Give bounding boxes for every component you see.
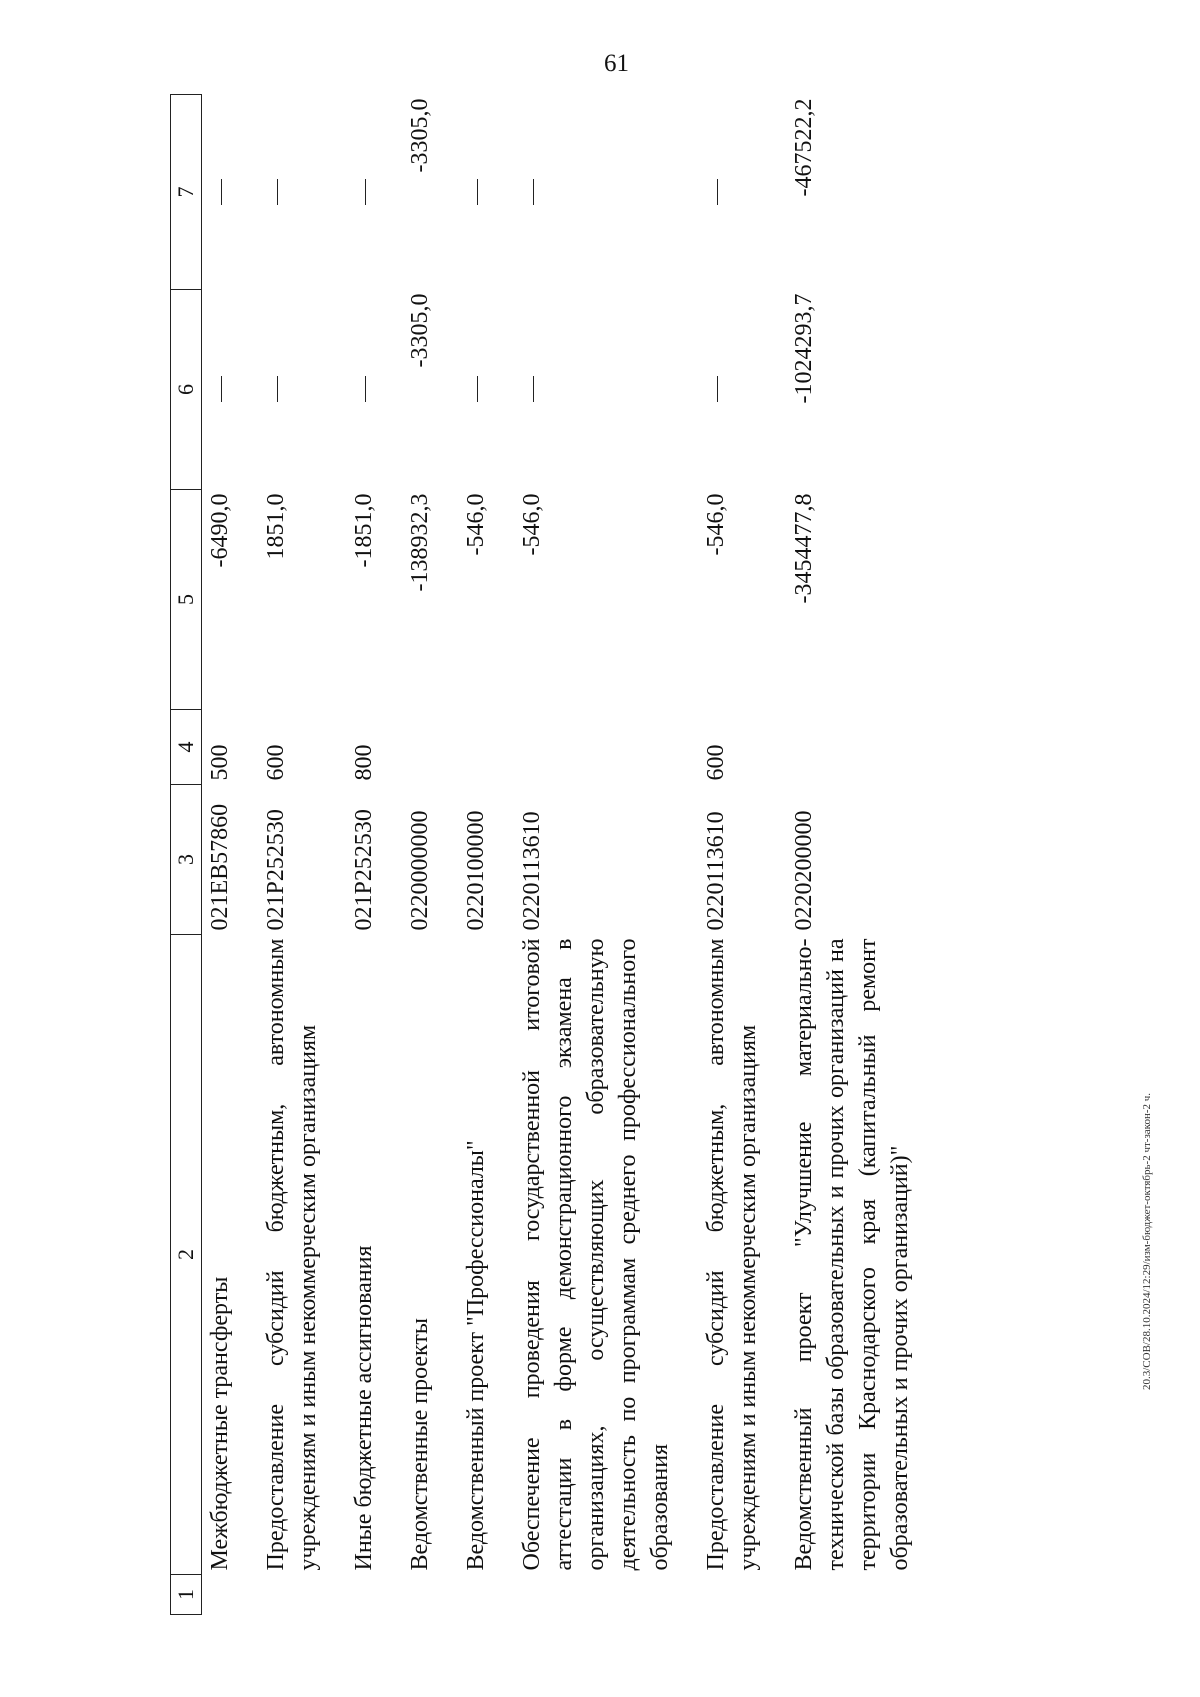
row-col-1-cell <box>458 1575 514 1615</box>
dash-mark <box>221 179 222 205</box>
row-col6-cell: -1024293,7 <box>791 293 817 404</box>
row-col7-cell <box>514 95 698 290</box>
row-type-cell <box>514 710 698 785</box>
row-type-cell: 500 <box>207 744 233 781</box>
dash-mark <box>533 179 534 205</box>
dash-mark <box>277 179 278 205</box>
table-row <box>458 95 514 1615</box>
row-col7-cell <box>346 95 402 290</box>
dash-mark <box>717 179 718 205</box>
row-col-1-cell <box>346 1575 402 1615</box>
row-col5-cell: -138932,3 <box>407 493 433 592</box>
header-col-2: 2 <box>171 935 202 1575</box>
budget-table <box>170 94 938 1615</box>
footer-file-code: 20.3/СОВ/28.10.2024/12:29/изм-бюджет-октябрь-2 чт-закон-2 ч. <box>1141 1092 1153 1390</box>
row-code-cell: 0220113610 <box>703 811 729 931</box>
row-col6-cell <box>346 290 402 490</box>
row-col-1-cell <box>202 1575 259 1615</box>
dash-mark <box>221 377 222 403</box>
row-code-cell: 021Р252530 <box>351 809 377 931</box>
row-col6-cell <box>698 290 786 490</box>
row-col6-cell <box>202 290 259 490</box>
header-col-3: 3 <box>171 785 202 935</box>
row-col6-cell <box>258 290 346 490</box>
row-col-1-cell <box>402 1575 458 1615</box>
table-header-row <box>171 95 202 1615</box>
header-col-5: 5 <box>171 490 202 710</box>
row-col5-cell: -1851,0 <box>351 493 377 568</box>
row-name-cell: Предоставление субсидий бюджетным, автономным учреждениям и иным некоммерческим организациям <box>263 938 321 1571</box>
rotated-table-container <box>170 95 1010 1615</box>
row-col7-cell: -467522,2 <box>791 98 817 197</box>
table-row <box>258 95 346 1615</box>
row-name-cell: Межбюджетные трансферты <box>207 1276 233 1571</box>
row-col-1-cell <box>698 1575 786 1615</box>
header-col-4: 4 <box>171 710 202 785</box>
header-col-6: 6 <box>171 290 202 490</box>
row-name-cell: Иные бюджетные ассигнования <box>351 1245 377 1571</box>
row-type-cell: 600 <box>263 744 289 781</box>
row-name-cell: Ведомственные проекты <box>407 1318 433 1571</box>
row-code-cell: 0220000000 <box>407 810 433 931</box>
header-col-1: 1 <box>171 1575 202 1615</box>
row-code-cell: 021Р252530 <box>263 809 289 931</box>
row-type-cell <box>402 710 458 785</box>
table-row <box>202 95 259 1615</box>
row-col-1-cell <box>514 1575 698 1615</box>
row-col5-cell: 1851,0 <box>263 493 289 560</box>
row-col7-cell <box>698 95 786 290</box>
row-col5-cell: -6490,0 <box>207 493 233 568</box>
row-name-cell: Обеспечение проведения государственной итоговой аттестации в форме демонстрационного экзамена в организациях, осуществляющих образовательную деятельность по программам среднего профессионального образования <box>519 938 673 1571</box>
row-col5-cell: -546,0 <box>463 493 489 556</box>
row-code-cell: 0220113610 <box>519 811 545 931</box>
row-col7-cell: -3305,0 <box>407 98 433 173</box>
row-col5-cell: -546,0 <box>703 493 729 556</box>
dash-mark <box>717 377 718 403</box>
table-row <box>402 95 458 1615</box>
row-col7-cell <box>458 95 514 290</box>
row-code-cell: 0220100000 <box>463 810 489 931</box>
row-col7-cell <box>258 95 346 290</box>
row-type-cell: 800 <box>351 744 377 781</box>
row-type-cell: 600 <box>703 744 729 781</box>
row-name-cell: Ведомственный проект "Профессионалы" <box>463 1140 489 1571</box>
row-name-cell: Предоставление субсидий бюджетным, автономным учреждениям и иным некоммерческим организациям <box>703 938 761 1571</box>
row-col6-cell <box>514 290 698 490</box>
row-col6-cell: -3305,0 <box>407 293 433 368</box>
dash-mark <box>477 377 478 403</box>
row-code-cell: 0220200000 <box>791 810 817 931</box>
row-col-1-cell <box>258 1575 346 1615</box>
row-type-cell <box>458 710 514 785</box>
header-col-7: 7 <box>171 95 202 290</box>
row-col6-cell <box>458 290 514 490</box>
table-row <box>698 95 786 1615</box>
row-type-cell <box>786 710 938 785</box>
dash-mark <box>365 377 366 403</box>
row-col5-cell: -546,0 <box>519 493 545 556</box>
row-col-1-cell <box>786 1575 938 1615</box>
dash-mark <box>277 377 278 403</box>
table-row <box>514 95 698 1615</box>
row-col5-cell: -3454477,8 <box>791 493 817 604</box>
row-name-cell: Ведомственный проект "Улучшение материально-технической базы образовательных и прочих организаций на территории Краснодарского края (капитальный ремонт образовательных и прочих организаций)" <box>791 938 913 1571</box>
table-body <box>171 95 939 1615</box>
table-row <box>346 95 402 1615</box>
row-code-cell: 021ЕВ57860 <box>207 803 233 931</box>
page-number: 61 <box>604 50 629 77</box>
table-row <box>786 95 938 1615</box>
dash-mark <box>365 179 366 205</box>
row-col7-cell <box>202 95 259 290</box>
dash-mark <box>477 179 478 205</box>
dash-mark <box>533 377 534 403</box>
